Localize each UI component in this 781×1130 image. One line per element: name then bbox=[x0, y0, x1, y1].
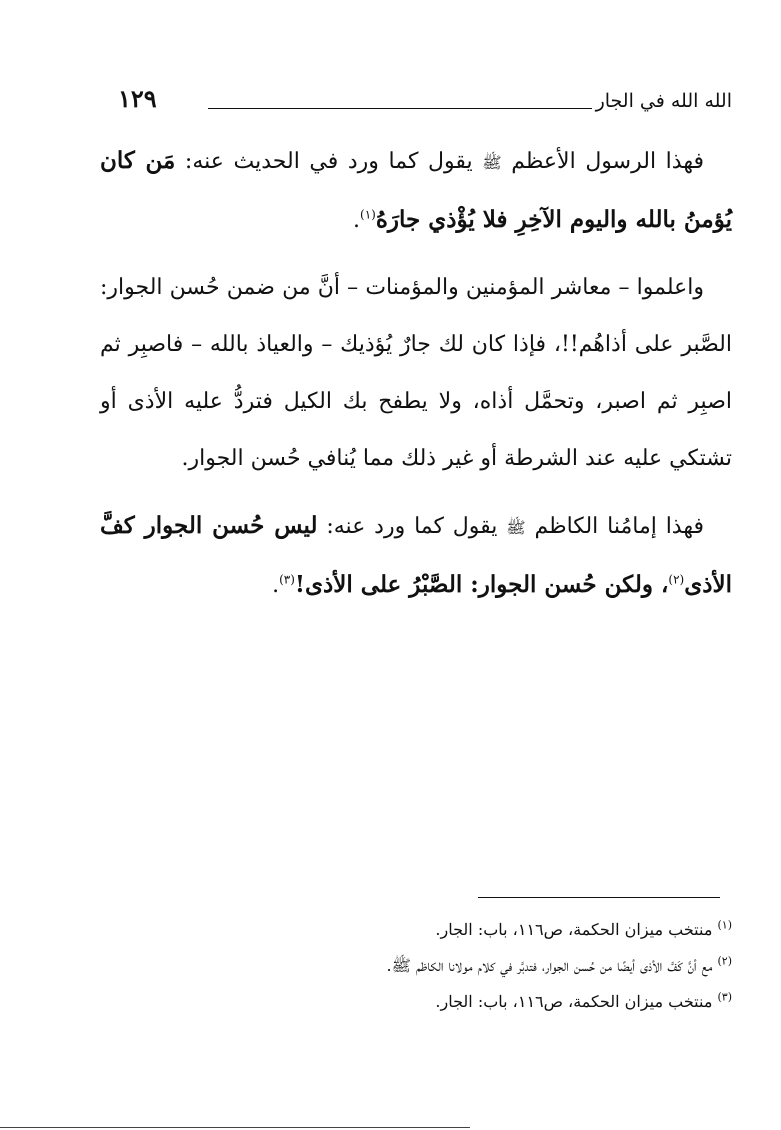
footnote-text: منتخب ميزان الحكمة، ص١١٦، باب: الجار. bbox=[435, 992, 713, 1011]
paragraph-1-intro: فهذا الرسول الأعظم bbox=[501, 149, 704, 174]
footnote-number: (٣) bbox=[717, 990, 732, 1004]
page-edge-line bbox=[0, 1127, 470, 1128]
hadith-quote: ليس حُسن الجوار كفَّ الأذى bbox=[100, 512, 732, 598]
paragraph-2: واعلموا – معاشر المؤمنين والمؤمنات – أنَّ من ضمن حُسن الجوار: الصَّبر على أذاهُم!!، فإذا كان لك جارٌ يُؤذيك – والعياذ بالله – فاصبِر ثم اصبِر ثم اصبر، وتحمَّل أذاه، ولا يطفح بك الكيل فتردُّ عليه الأذى أو تشتكي عليه عند الشرطة أو غير ذلك مما يُنافي حُسن الجوار. bbox=[100, 275, 732, 471]
paragraph-1-lead: يقول كما ورد في الحديث عنه: bbox=[175, 149, 483, 174]
honorific-symbol: ﷺ bbox=[482, 153, 502, 172]
paragraph-1 bbox=[100, 132, 732, 249]
footnote-text: مع أنَّ كَفَّ الأذى أيضًا من حُسن الجوار، فتدبَّر في كلام مولانا الكاظم bbox=[410, 956, 713, 975]
paragraph-1-end: . bbox=[353, 208, 361, 233]
footnote-2 bbox=[100, 948, 732, 984]
running-header bbox=[118, 84, 732, 124]
page-number: ١٢٩ bbox=[118, 84, 157, 113]
header-rule bbox=[208, 108, 592, 109]
footnote-text: منتخب ميزان الحكمة، ص١١٦، باب: الجار. bbox=[435, 920, 713, 939]
footnote-ref-2[interactable]: (٢) bbox=[668, 572, 685, 587]
paragraph-3-end: . bbox=[272, 573, 280, 598]
footnote-1 bbox=[100, 912, 732, 948]
hadith-quote: مَن كان يُؤمنُ بالله واليوم الآخِرِ فلا يُؤْذي جارَهُ bbox=[100, 147, 732, 233]
honorific-symbol: ﷺ bbox=[391, 956, 411, 975]
paragraph-3 bbox=[100, 497, 732, 614]
honorific-symbol: ﷺ bbox=[506, 518, 526, 537]
footnote-number: (٢) bbox=[717, 954, 732, 968]
hadith-quote-continued: ، ولكن حُسن الجوار: الصَّبْرُ على الأذى! bbox=[294, 571, 669, 598]
paragraph-3-intro: فهذا إمامُنا الكاظم bbox=[525, 514, 705, 539]
footnote-ref-3[interactable]: (٣) bbox=[279, 572, 295, 587]
footnotes bbox=[100, 912, 732, 1020]
body-text bbox=[100, 132, 732, 624]
footnote-3 bbox=[100, 984, 732, 1020]
header-title: الله الله في الجار bbox=[595, 90, 732, 112]
footnote-end: . bbox=[386, 956, 392, 975]
footnote-ref-1[interactable]: (١) bbox=[360, 207, 376, 222]
footnote-number: (١) bbox=[717, 918, 732, 932]
footnote-separator bbox=[478, 897, 720, 898]
paragraph-3-lead: يقول كما ورد عنه: bbox=[317, 514, 507, 539]
